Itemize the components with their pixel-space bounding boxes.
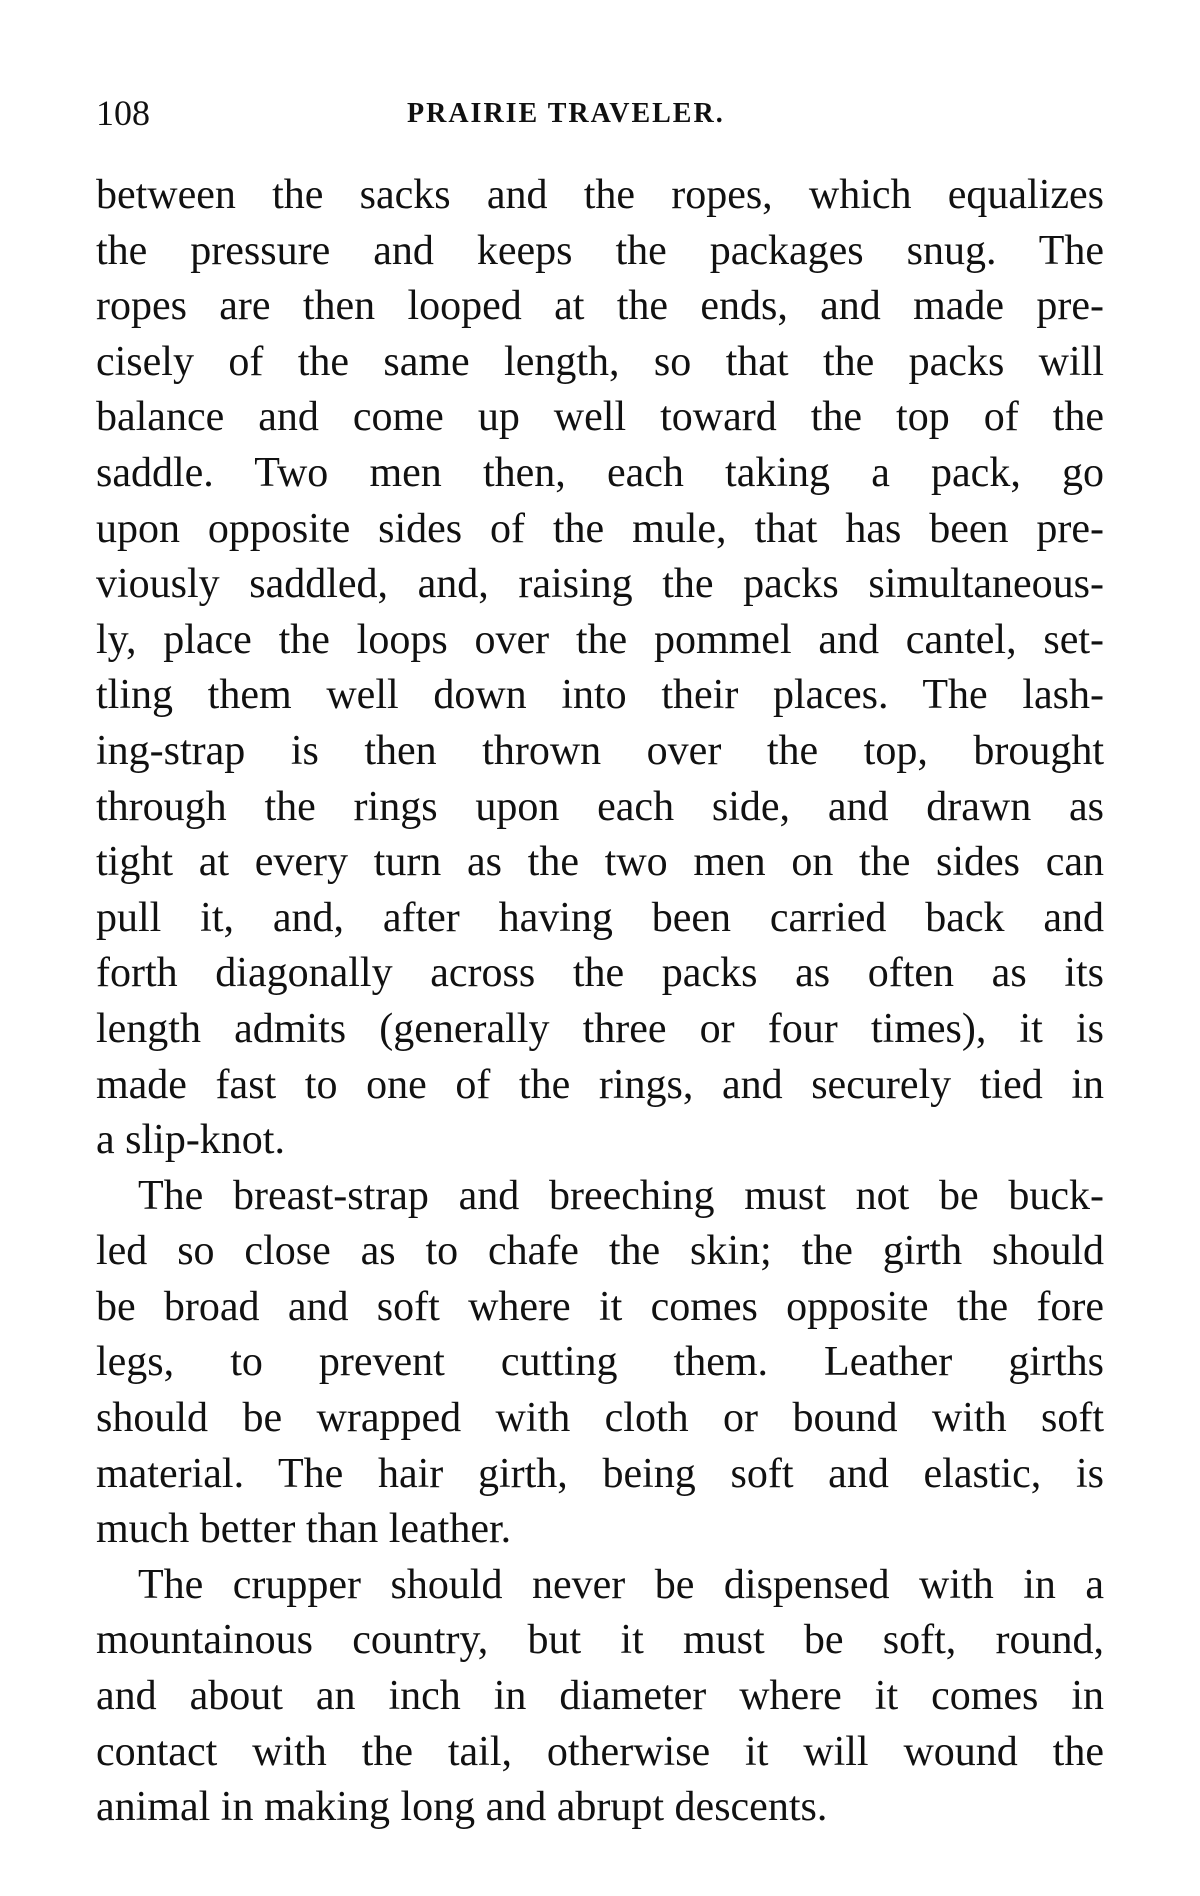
text-line: The crupper should never be dispensed with in a — [138, 1561, 1104, 1608]
text-line: upon opposite sides of the mule, that has been pre- — [96, 505, 1104, 552]
paragraph-3 — [96, 1558, 1104, 1836]
body-text — [96, 168, 1104, 1836]
paragraph-2 — [96, 1169, 1104, 1558]
text-line: contact with the tail, otherwise it will wound the — [96, 1728, 1104, 1775]
text-line: between the sacks and the ropes, which equalizes — [96, 172, 1104, 218]
text-line: The breast-strap and breeching must not be buck- — [138, 1172, 1104, 1219]
text-line: through the rings upon each side, and drawn as — [96, 783, 1104, 830]
text-line: mountainous country, but it must be soft, round, — [96, 1617, 1104, 1664]
text-line: the pressure and keeps the packages snug. The — [96, 227, 1104, 274]
text-line: and about an inch in diameter where it comes in — [96, 1673, 1104, 1720]
text-line: legs, to prevent cutting them. Leather girths — [96, 1339, 1104, 1386]
text-line: animal in making long and abrupt descents. — [96, 1784, 828, 1831]
text-line: viously saddled, and, raising the packs simultaneous- — [96, 561, 1104, 608]
text-line: cisely of the same length, so that the packs will — [96, 338, 1104, 385]
text-line: led so close as to chafe the skin; the girth should — [96, 1228, 1104, 1275]
page-header — [96, 88, 1104, 138]
text-line: saddle. Two men then, each taking a pack, go — [96, 449, 1104, 496]
text-line: material. The hair girth, being soft and elastic, is — [96, 1450, 1104, 1497]
text-line: much better than leather. — [96, 1506, 512, 1553]
text-line: tight at every turn as the two men on the sides can — [96, 839, 1104, 886]
text-line: ropes are then looped at the ends, and made pre- — [96, 283, 1104, 330]
text-line: pull it, and, after having been carried back and — [96, 894, 1104, 941]
text-line: length admits (generally three or four times), it is — [96, 1005, 1104, 1052]
page-number: 108 — [96, 93, 150, 133]
paragraph-1 — [96, 168, 1104, 1169]
text-line: balance and come up well toward the top of the — [96, 394, 1104, 441]
text-line: made fast to one of the rings, and securely tied in — [96, 1061, 1104, 1108]
running-title: PRAIRIE TRAVELER. — [407, 98, 725, 129]
text-line: should be wrapped with cloth or bound with soft — [96, 1395, 1104, 1442]
text-line: ing-strap is then thrown over the top, brought — [96, 727, 1104, 774]
text-line: forth diagonally across the packs as often as its — [96, 950, 1104, 997]
text-line: be broad and soft where it comes opposite the fore — [96, 1283, 1104, 1330]
text-line: a slip-knot. — [96, 1117, 285, 1164]
text-line: ly, place the loops over the pommel and cantel, set- — [96, 616, 1104, 663]
text-line: tling them well down into their places. The lash- — [96, 672, 1104, 719]
